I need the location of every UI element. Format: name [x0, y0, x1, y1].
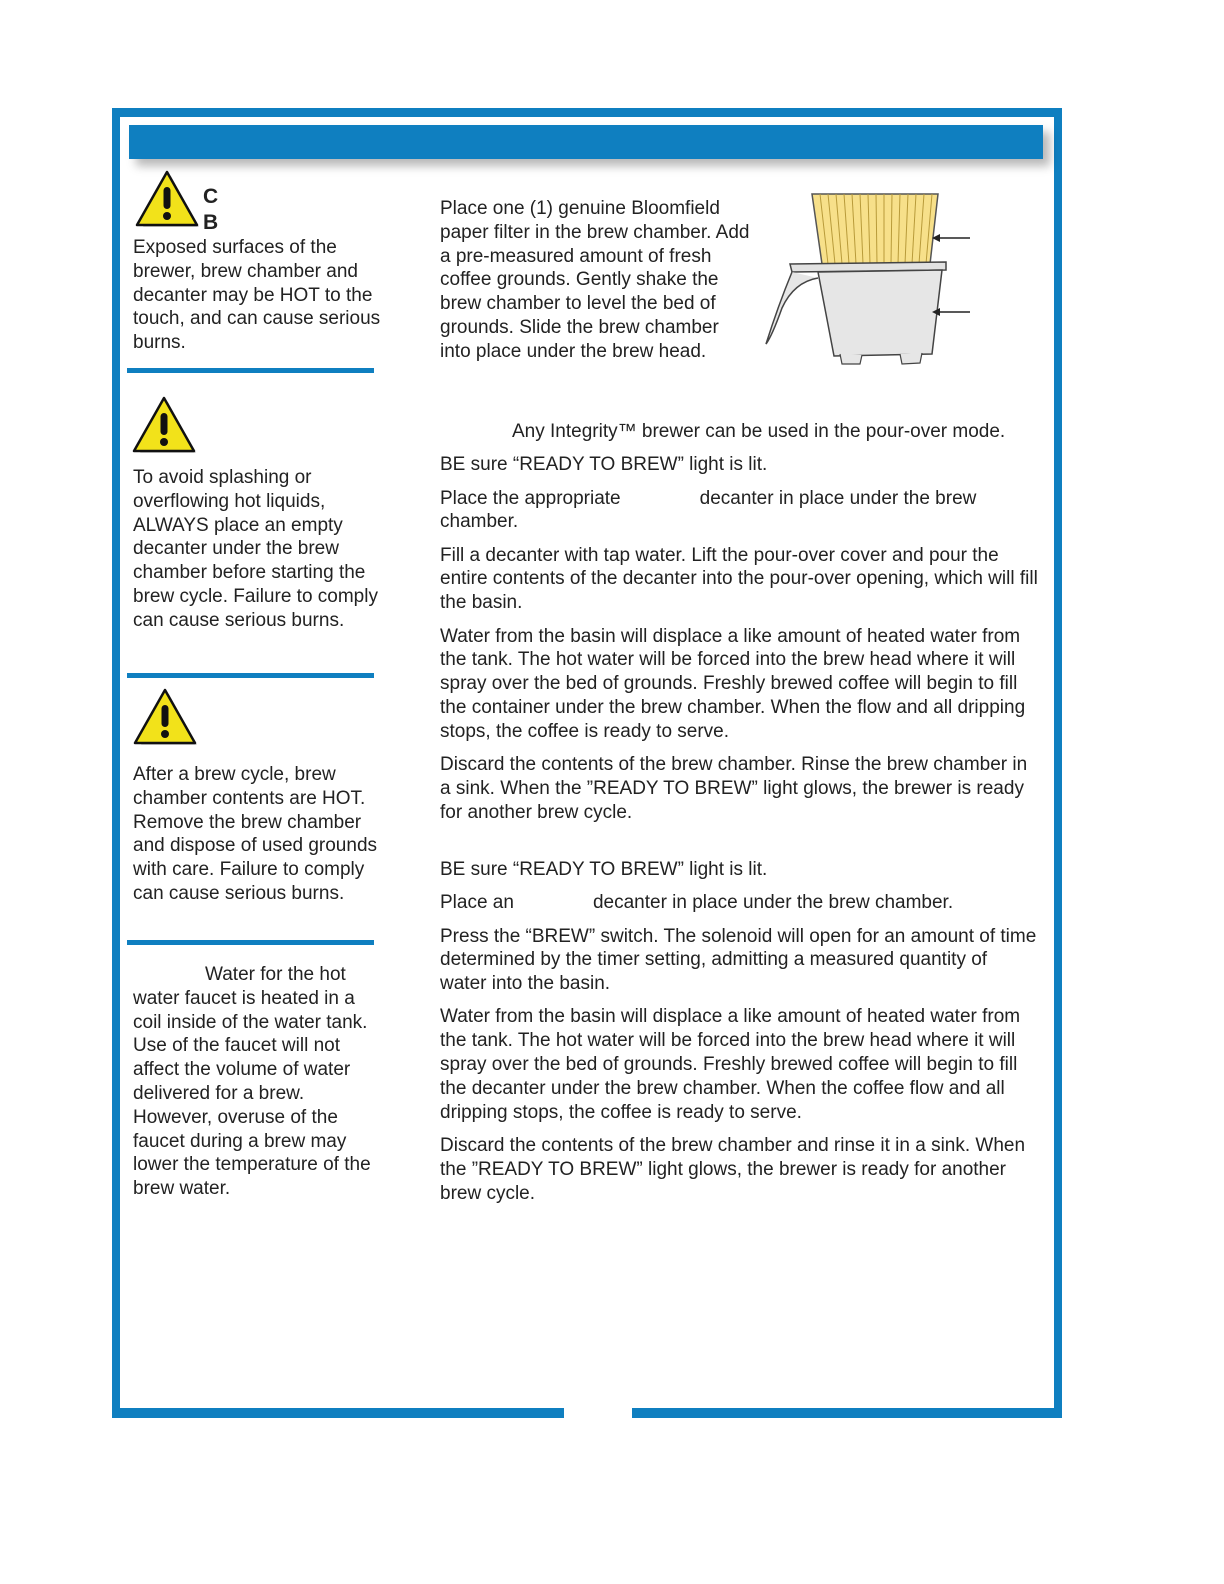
caution-text: Exposed surfaces of the brewer, brew chamber and decanter may be HOT to the touch, and can cause serious burns. [133, 237, 381, 354]
auto-brew-step-5: Discard the contents of the brew chamber and rinse it in a sink. When the ”READY TO BREW” light glows, the brewer is ready for another brew cycle. [440, 1134, 1026, 1204]
sidebar-divider [127, 673, 374, 678]
auto-brew-step-3: Press the “BREW” switch. The solenoid will open for an amount of time determined by the timer setting, admitting a measured quantity of water into the basin. [440, 925, 1037, 995]
auto-brew-step-2-b: decanter in place under the brew chamber. [592, 892, 954, 914]
sidebar-divider [127, 940, 374, 945]
prep-instructions: Place one (1) genuine Bloomfield paper filter in the brew chamber. Add a pre-measured amount of fresh coffee grounds. Gently shake the brew chamber to level the bed of grounds. Slide the brew chamber into place under the brew head. [440, 198, 750, 362]
frame-bottom-border-left [112, 1408, 564, 1418]
pour-over-step-1: BE sure “READY TO BREW” light is lit. [440, 454, 768, 476]
signal-letter-c: C [203, 185, 219, 208]
arrow-icon [932, 308, 970, 316]
pour-over-intro-text: Any Integrity™ brewer can be used in the pour-over mode. [512, 421, 1006, 442]
auto-brew-step-4: Water from the basin will displace a like amount of heated water from the tank. The hot water will be forced into the brew head where it will spray over the bed of grounds. Freshly brewed coffee will begin to fill the decanter under the brew chamber. When the coffee flow and all dripping stops, the coffee is ready to serve. [440, 1006, 1021, 1123]
auto-brew-step-1: BE sure “READY TO BREW” light is lit. [440, 859, 768, 880]
pour-over-step-4: Water from the basin will displace a like amount of heated water from the tank. The hot water will be forced into the brew head where it will spray over the bed of grounds. Freshly brewed coffee will begin to fill the container under the brew chamber. When the flow and all dripping stops, the coffee is ready to serve. [440, 625, 1026, 742]
auto-brew-step-2 [440, 891, 1038, 915]
frame-bottom-border-right [632, 1408, 1062, 1418]
auto-brew-step-2-a: Place an [440, 892, 514, 914]
arrow-icon [932, 234, 970, 242]
faucet-note-body: Water for the hot water faucet is heated in a coil inside of the water tank. Use of the faucet will not affect the volume of water delivered for a brew. However, overuse of the faucet during a brew may lower the temperature of the brew water. [133, 964, 371, 1200]
frame-right-border [1054, 108, 1062, 1418]
frame-left-border [112, 108, 120, 1418]
caution-warning-triangle-icon [135, 170, 201, 230]
pour-over-step-2-b: decanter in place under the brew chamber. [440, 487, 977, 533]
signal-letter-b: B [203, 211, 219, 234]
pour-over-intro [440, 420, 1038, 444]
splash-warning-triangle-icon [132, 396, 198, 456]
section-header-bar [129, 125, 1043, 159]
auto-brew-section [440, 858, 1038, 1215]
grounds-warning-text: After a brew cycle, brew chamber contents are HOT. Remove the brew chamber and dispose of used grounds with care. Failure to comply can cause serious burns. [133, 764, 378, 904]
faucet-note-text [133, 963, 383, 1201]
splash-warning-text: To avoid splashing or overflowing hot liquids, ALWAYS place an empty decanter under the brew chamber before starting the brew cycle. Failure to comply can cause serious burns. [133, 467, 378, 631]
pour-over-step-2 [440, 487, 1038, 535]
pour-over-step-2-a: Place the appropriate [440, 487, 621, 509]
pour-over-section [440, 420, 1038, 834]
caution-signal-word [203, 184, 218, 236]
pour-over-step-5: Discard the contents of the brew chamber. Rinse the brew chamber in a sink. When the ”READY TO BREW” light glows, the brewer is ready for another brew cycle. [440, 754, 1028, 823]
sidebar-divider [127, 368, 374, 373]
pour-over-step-3: Fill a decanter with tap water. Lift the pour-over cover and pour the entire contents of the decanter into the pour-over opening, which will fill the basin. [440, 544, 1038, 614]
brew-chamber-illustration [760, 186, 975, 368]
frame-top-border [112, 108, 1062, 117]
grounds-warning-triangle-icon [133, 688, 199, 748]
